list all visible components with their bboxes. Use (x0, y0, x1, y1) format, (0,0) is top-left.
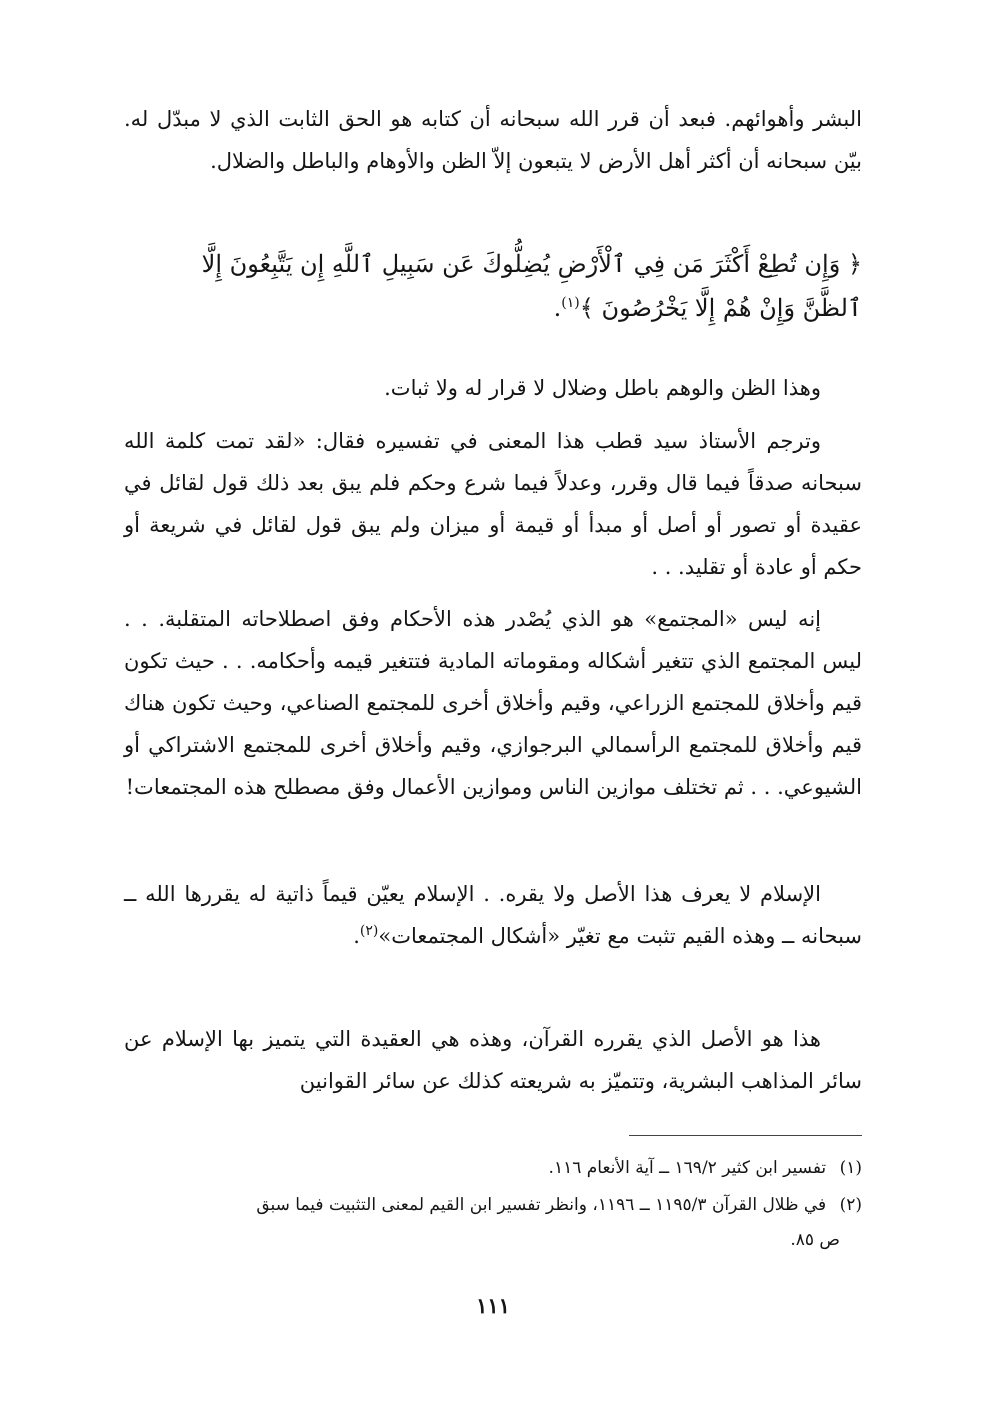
footnote-2 (124, 1187, 862, 1223)
paragraph-opening-text: البشر وأهوائهم. فبعد أن قرر الله سبحانه أن كتابه هو الحق الثابت الذي لا مبدّل له. بيّن سبحانه أن أكثر أهل الأرض لا يتبعون إلاّ الظن والأوهام والباطل والضلال. (124, 107, 862, 173)
quran-verse-text: ٱلظَّنَّ وَإِنْ هُمْ إِلَّا يَخْرُصُونَ ﴾ (579, 294, 862, 322)
footnote-2-text: في ظلال القرآن ١١٩٥/٣ ــ ١١٩٦، وانظر تفسير ابن القيم لمعنى التثبيت فيما سبق (256, 1195, 827, 1215)
paragraph-islam-values-end: . (353, 924, 360, 948)
footnote-2-number: (٢) (839, 1195, 862, 1215)
footnote-2-continuation-text: ص ٨٥. (790, 1230, 840, 1250)
quran-verse-line-2 (124, 286, 862, 330)
paragraph-foundation (124, 1018, 862, 1102)
quran-verse (124, 242, 862, 330)
paragraph-sayyid-qutb-text: وترجم الأستاذ سيد قطب هذا المعنى في تفسيره فقال: «لقد تمت كلمة الله سبحانه صدقاً فيما قال وقرر، وعدلاً فيما شرع وحكم فلم يبق بعد ذلك قول لقائل في عقيدة أو تصور أو أصل أو مبدأ أو قيمة أو ميزان ولم يبق قول لقائل في شريعة أو حكم أو عادة أو تقليد. . . (124, 429, 862, 579)
footnote-1-text: تفسير ابن كثير ١٦٩/٢ ــ آية الأنعام ١١٦. (548, 1158, 827, 1178)
footnote-2-continuation (790, 1222, 840, 1258)
paragraph-islam-values (124, 873, 862, 957)
paragraph-foundation-text: هذا هو الأصل الذي يقرره القرآن، وهذه هي العقيدة التي يتميز بها الإسلام عن سائر المذاهب البشرية، وتتميّز به شريعته كذلك عن سائر القوانين (124, 1027, 862, 1093)
footnote-1 (124, 1150, 862, 1186)
paragraph-falsehood-text: وهذا الظن والوهم باطل وضلال لا قرار له ولا ثبات. (384, 376, 821, 400)
footnote-separator (629, 1135, 862, 1136)
footnote-marker-1: (١) (561, 295, 580, 311)
paragraph-sayyid-qutb (124, 420, 862, 588)
paragraph-falsehood (124, 367, 862, 409)
paragraph-islam-values-text: الإسلام لا يعرف هذا الأصل ولا يقره. . الإسلام يعيّن قيماً ذاتية له يقررها الله ــ سبحانه ــ وهذه القيم تثبت مع تغيّر «أشكال المجتمعات» (124, 882, 862, 948)
footnote-marker-2: (٢) (359, 923, 379, 939)
paragraph-society-text: إنه ليس «المجتمع» هو الذي يُصْدر هذه الأحكام وفق اصطلاحاته المتقلبة. . . ليس المجتمع الذي تتغير أشكاله ومقوماته المادية فتتغير قيمه وأحكامه. . . حيث تكون قيم وأخلاق للمجتمع الزراعي، وقيم وأخلاق أخرى للمجتمع الصناعي، وحيث تكون هناك قيم وأخلاق للمجتمع الرأسمالي البرجوازي، وقيم وأخلاق أخرى للمجتمع الاشتراكي أو الشيوعي. . . ثم تختلف موازين الناس وموازين الأعمال وفق مصطلح هذه المجتمعات! (124, 607, 862, 799)
quran-verse-end: . (553, 294, 562, 322)
footnote-1-number: (١) (839, 1158, 862, 1178)
page-number: ١١١ (476, 1293, 510, 1318)
quran-verse-line-1: ﴿ وَإِن تُطِعْ أَكْثَرَ مَن فِي ٱلْأَرْضِ يُضِلُّوكَ عَن سَبِيلِ ٱللَّهِ إِن يَتَّبِعُونَ إِلَّا (201, 250, 862, 278)
paragraph-opening (124, 98, 862, 182)
paragraph-society (124, 598, 862, 808)
